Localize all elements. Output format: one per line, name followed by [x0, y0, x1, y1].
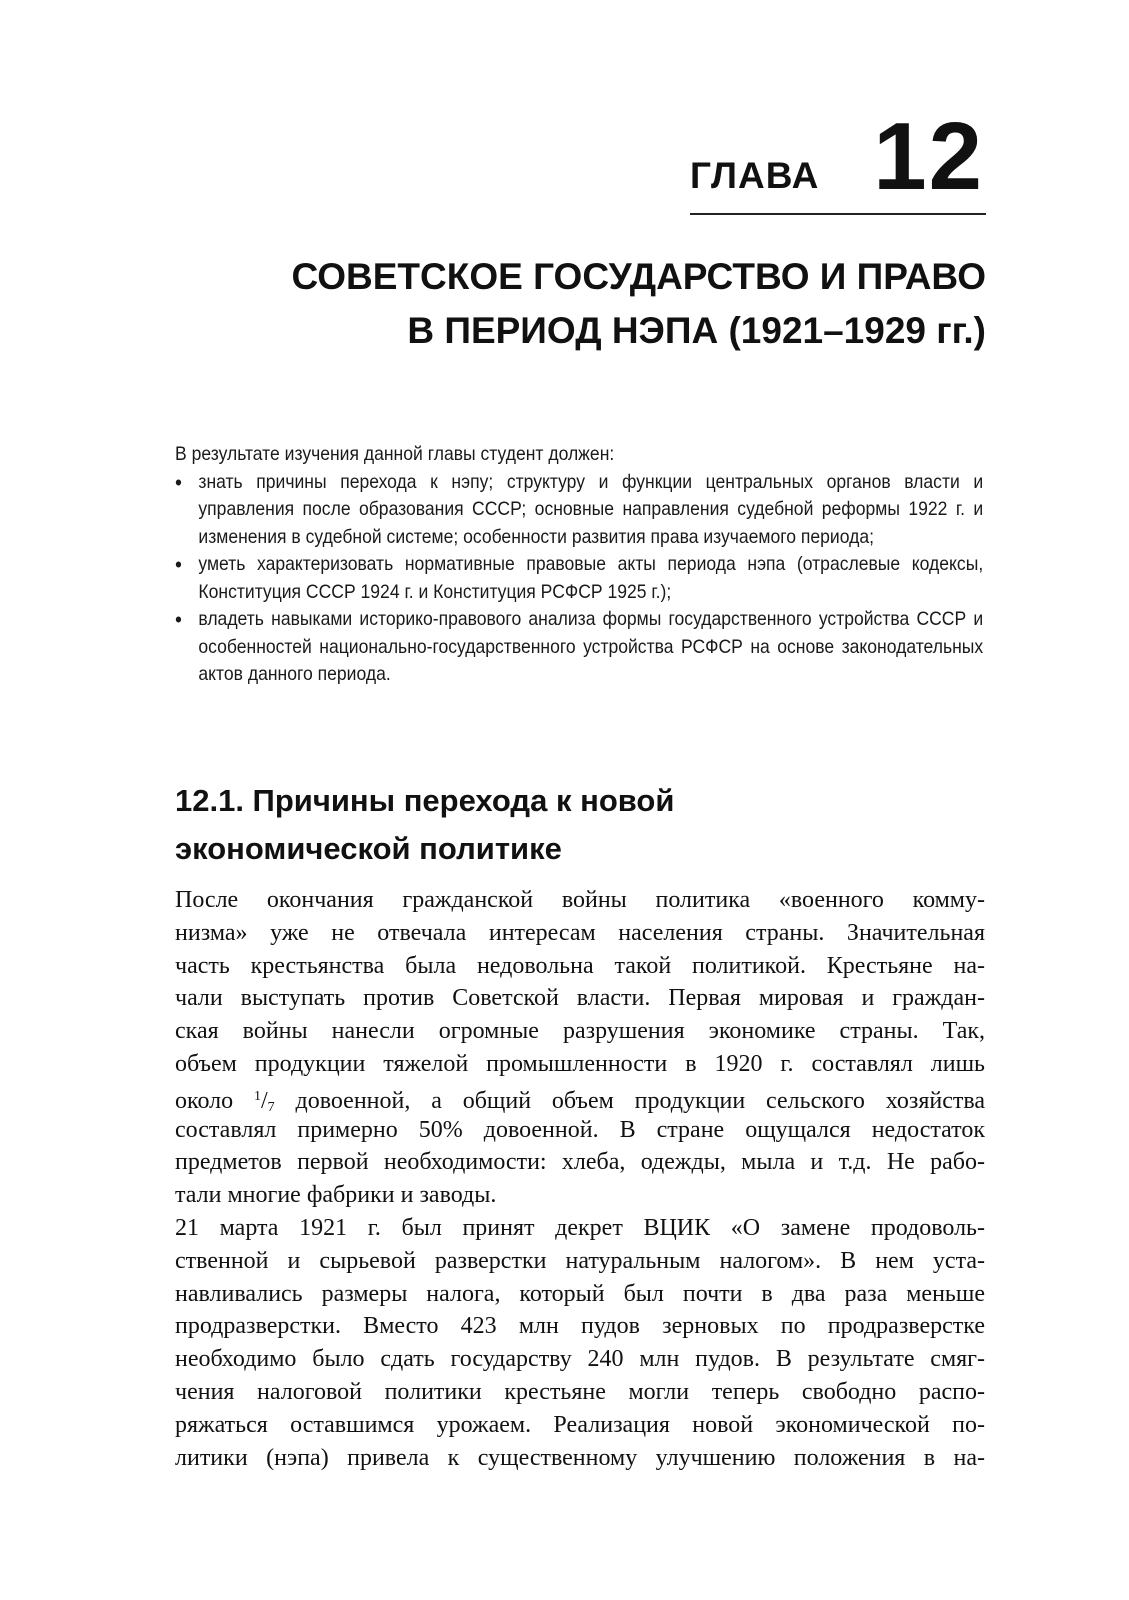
fraction-suffix: довоенной, а общий объем продукции сельского хозяйства [295, 1087, 986, 1114]
paragraph-line: часть крестьянства была недовольна такой политикой. Крестьяне на- [175, 952, 985, 979]
paragraph-line: составлял примерно 50% довоенной. В стране ощущался недостаток [175, 1116, 985, 1143]
section-heading [175, 777, 875, 873]
paragraph-line: литики (нэпа) привела к существенному улучшению положения в на- [175, 1444, 985, 1471]
objectives-list [175, 469, 984, 689]
objective-item-master: • владеть навыками историко-правового анализа формы государственного устройства СССР и особенностей национально-государственного устройства РСФСР на основе законодательных актов данного периода. [175, 606, 983, 689]
paragraph-line: продразверстки. Вместо 423 млн пудов зерновых по продразверстке [175, 1313, 985, 1340]
chapter-label: ГЛАВА [690, 155, 820, 196]
paragraph-line: предметов первой необходимости: хлеба, одежды, мыла и т.д. Не рабо- [175, 1149, 985, 1176]
learning-objectives [175, 441, 984, 689]
chapter-title [150, 250, 986, 358]
chapter-title-line: СОВЕТСКОЕ ГОСУДАРСТВО И ПРАВО [291, 256, 986, 297]
paragraph-line: навливались размеры налога, который был почти в два раза меньше [175, 1280, 985, 1307]
fraction-numerator: 1 [253, 1088, 261, 1104]
paragraph-line-fraction [175, 1081, 985, 1114]
paragraph-line: чения налоговой политики крестьяне могли теперь свободно распо- [175, 1378, 985, 1405]
paragraph-line: чали выступать против Советской власти. Первая мировая и граждан- [175, 985, 985, 1012]
paragraph-line: 21 марта 1921 г. был принят декрет ВЦИК «О замене продоволь- [175, 1214, 985, 1241]
paragraph-line: тали многие фабрики и заводы. [175, 1182, 497, 1209]
fraction-prefix: около [175, 1087, 234, 1114]
body-text [175, 884, 985, 1474]
fraction-denominator: 7 [267, 1099, 275, 1115]
paragraph-line: низма» уже не отвечала интересам населения страны. Значительная [175, 919, 985, 946]
paragraph-line: ская войны нанесли огромные разрушения экономике страны. Так, [175, 1018, 985, 1045]
fraction-one-seventh: $^1/_7$ [253, 1087, 275, 1115]
section-heading-line: экономической политике [175, 831, 562, 866]
chapter-title-line: В ПЕРИОД НЭПА (1921–1929 гг.) [407, 310, 986, 351]
paragraph-line: После окончания гражданской войны политика «военного комму- [175, 887, 985, 913]
paragraph-line: ряжаться оставшимся урожаем. Реализация новой экономической по- [175, 1411, 985, 1438]
objectives-intro: В результате изучения данной главы студент должен: [175, 443, 615, 465]
paragraph-line: необходимо было сдать государству 240 млн пудов. В результате смяг- [175, 1346, 985, 1373]
chapter-number: 12 [873, 103, 984, 210]
objective-item-be-able: • уметь характеризовать нормативные правовые акты периода нэпа (отраслевые кодексы, Конституция СССР 1924 г. и Конституция РСФСР 1925 г.); [175, 551, 983, 606]
section-heading-line: 12.1. Причины перехода к новой [175, 783, 675, 818]
objective-item-know: • знать причины перехода к нэпу; структуру и функции центральных органов власти и управления после образования СССР; основные направления судебной реформы 1922 г. и изменения в судебной системе; особенности развития права изучаемого периода; [175, 469, 983, 552]
paragraph-line: ственной и сырьевой разверстки натуральным налогом». В нем уста- [175, 1247, 985, 1274]
chapter-header [690, 105, 986, 215]
paragraph-line: объем продукции тяжелой промышленности в 1920 г. составлял лишь [175, 1050, 985, 1077]
chapter-rule [690, 213, 986, 215]
